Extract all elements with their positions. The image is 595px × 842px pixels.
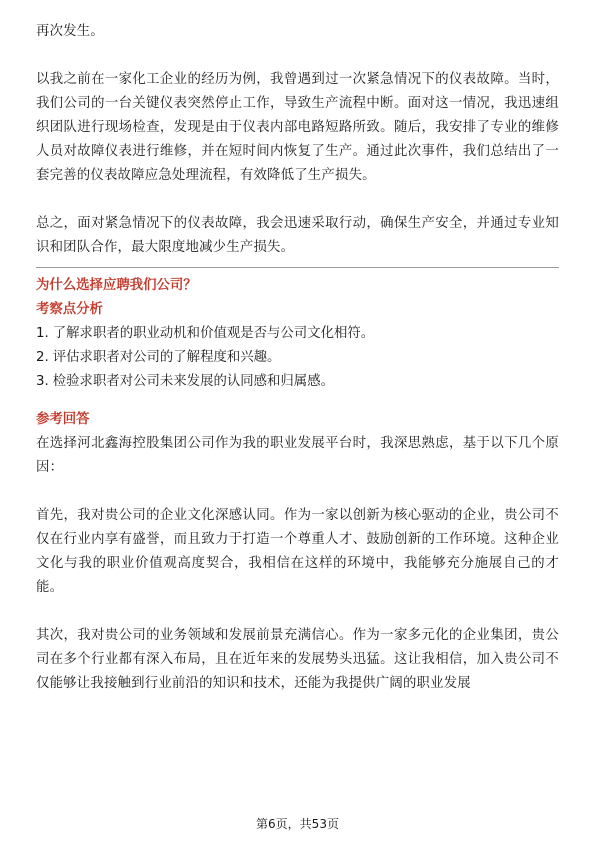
list-item-number: 1. [36,326,49,341]
list-item [36,370,559,394]
analysis-title: 考察点分析 [36,302,103,317]
answer-title: 参考回答 [36,412,90,427]
answer-intro: 在选择河北鑫海控股集团公司作为我的职业发展平台时，我深思熟虑，基于以下几个原因： [36,436,559,475]
list-item-text: 检验求职者对公司未来发展的认同感和归属感。 [52,374,334,389]
answer-paragraph-second: 其次，我对贵公司的业务领域和发展前景充满信心。作为一家多元化的企业集团，贵公司在多个行业都有深入布局，且在近年来的发展势头迅猛。这让我相信，加入贵公司不仅能够让我接触到行业前沿的知识和技术，还能为我提供广阔的职业发展 [36,628,559,691]
paragraph-conclusion: 总之，面对紧急情况下的仪表故障，我会迅速采取行动，确保生产安全，并通过专业知识和团队合作，最大限度地减少生产损失。 [36,216,559,255]
section-divider [36,267,559,268]
page-number-footer: 第6页，共53页 [256,817,339,831]
list-item-text: 评估求职者对公司的了解程度和兴趣。 [52,350,281,365]
list-item-text: 了解求职者的职业动机和价值观是否与公司文化相符。 [52,326,375,341]
paragraph-continuation: 再次发生。 [36,24,104,39]
list-item [36,322,559,346]
paragraph-example: 以我之前在一家化工企业的经历为例，我曾遇到过一次紧急情况下的仪表故障。当时，我们公司的一台关键仪表突然停止工作，导致生产流程中断。面对这一情况，我迅速组织团队进行现场检查，发现是由于仪表内部电路短路所致。随后，我安排了专业的维修人员对故障仪表进行维修，并在短时间内恢复了生产。通过此次事件，我们总结出了一套完善的仪表故障应急处理流程，有效降低了生产损失。 [36,72,559,183]
list-item-number: 3. [36,374,49,389]
list-item [36,346,559,370]
list-item-number: 2. [36,350,49,365]
page-content [36,20,559,696]
answer-paragraph-first: 首先，我对贵公司的企业文化深感认同。作为一家以创新为核心驱动的企业，贵公司不仅在行业内享有盛誉，而且致力于打造一个尊重人才、鼓励创新的工作环境。这种企业文化与我的职业价值观高度契合，我相信在这样的环境中，我能够充分施展自己的才能。 [36,508,559,595]
question-heading: 为什么选择应聘我们公司？ [36,278,197,293]
